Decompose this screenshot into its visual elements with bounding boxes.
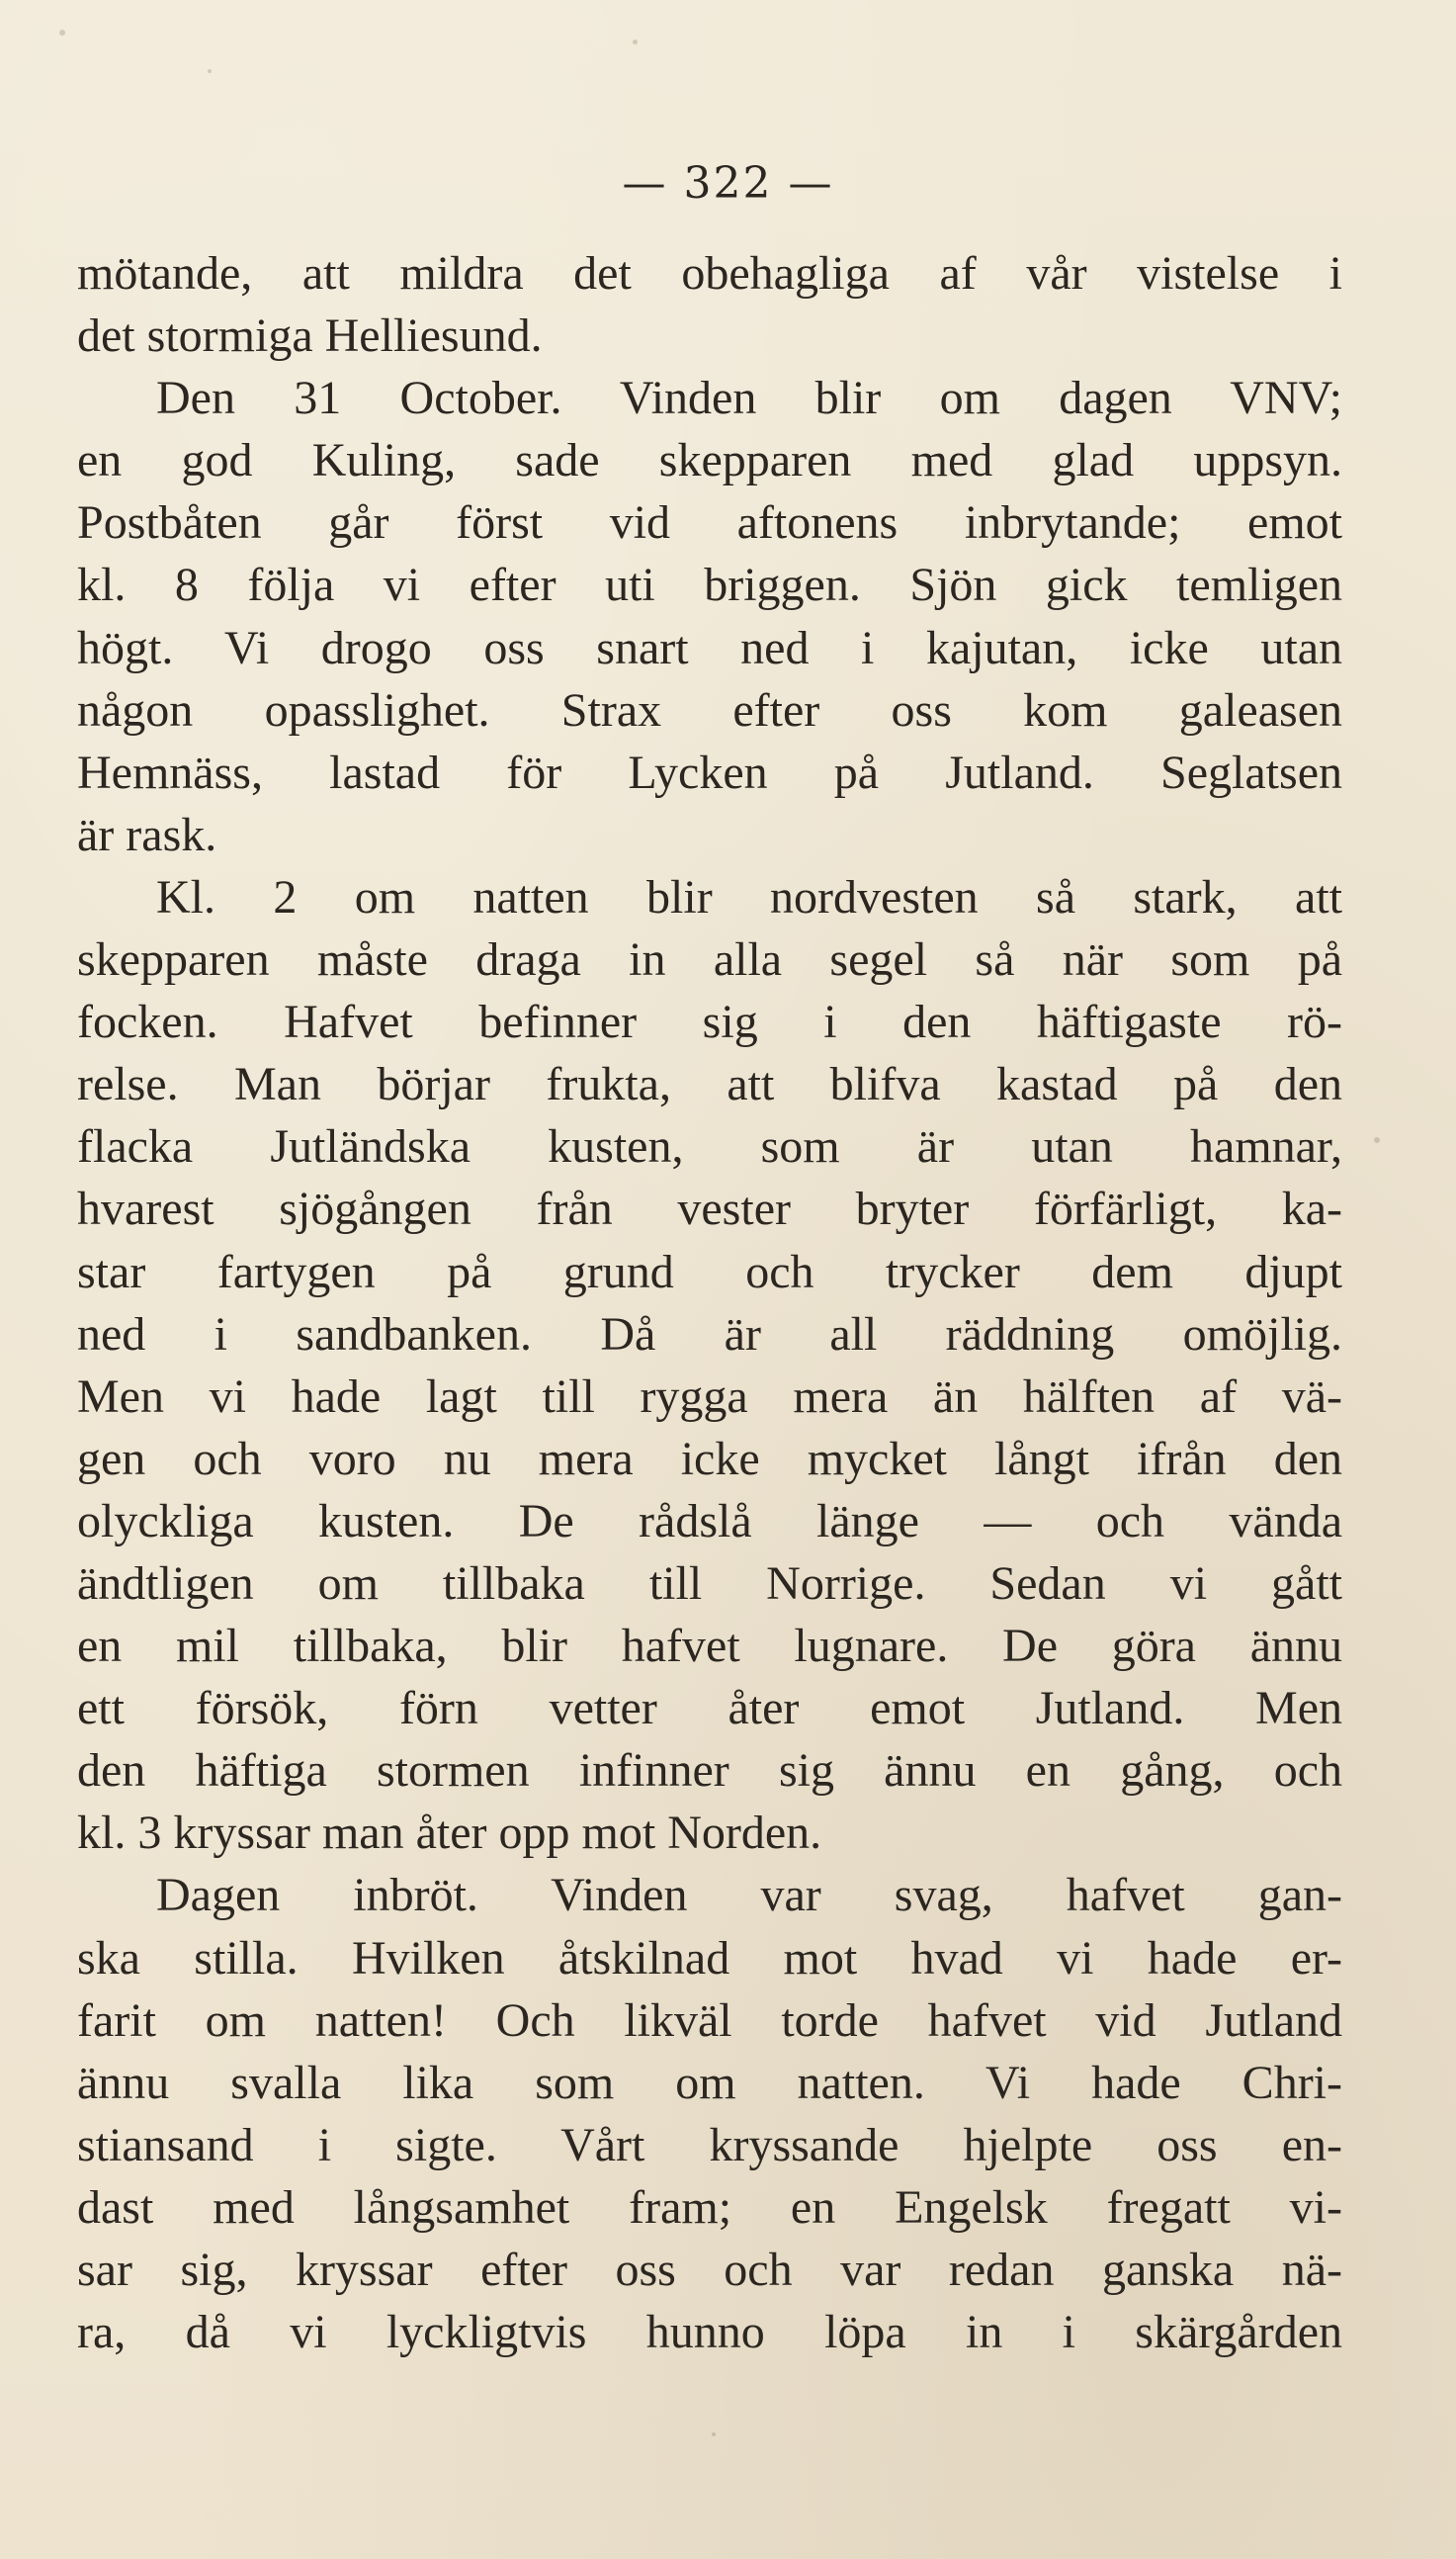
text-line: ra, då vi lyckligtvis hunno löpa in i skärgården	[77, 2306, 1342, 2359]
text-line: Kl. 2 om natten blir nordvesten så stark, att	[156, 870, 1342, 924]
text-line: en god Kuling, sade skepparen med glad uppsyn.	[77, 434, 1342, 487]
text-line: högt. Vi drogo oss snart ned i kajutan, icke utan	[77, 621, 1342, 674]
text-line: flacka Jutländska kusten, som är utan hamnar,	[77, 1120, 1342, 1174]
text-line: Hemnäss, lastad för Lycken på Jutland. Seglatsen	[77, 746, 1342, 799]
text-line: olyckliga kusten. De rådslå länge — och vända	[77, 1494, 1342, 1547]
text-line: star fartygen på grund och trycker dem djupt	[77, 1245, 1342, 1298]
text-line: hvarest sjögången från vester bryter förfärligt, ka-	[77, 1183, 1342, 1236]
text-line: kl. 3 kryssar man åter opp mot Norden.	[77, 1807, 822, 1860]
text-line: ändtligen om tillbaka till Norrige. Sedan vi gått	[77, 1556, 1342, 1610]
paper-speck	[712, 2432, 716, 2436]
text-line: mötande, att mildra det obehagliga af vår vistelse i	[77, 247, 1342, 300]
text-line: gen och voro nu mera icke mycket långt ifrån den	[77, 1432, 1342, 1485]
text-line: Den 31 October. Vinden blir om dagen VNV;	[156, 372, 1342, 425]
text-line: det stormiga Helliesund.	[77, 309, 543, 363]
paper-speck	[1374, 1137, 1380, 1143]
paper-speck	[208, 69, 212, 73]
text-line: ska stilla. Hvilken åtskilnad mot hvad vi hade er-	[77, 1931, 1342, 1985]
page-number: — 322 —	[622, 158, 834, 209]
text-line: sar sig, kryssar efter oss och var redan ganska nä-	[77, 2244, 1342, 2296]
text-line: ned i sandbanken. Då är all räddning omöjlig.	[77, 1307, 1342, 1361]
text-line: Men vi hade lagt till rygga mera än hälften af vä-	[77, 1369, 1342, 1423]
text-line: den häftiga stormen infinner sig ännu en gång, och	[77, 1744, 1342, 1798]
text-line: stiansand i sigte. Vårt kryssande hjelpte oss en-	[77, 2118, 1342, 2171]
text-line: är rask.	[77, 808, 217, 861]
text-line: ännu svalla lika som om natten. Vi hade Chri-	[77, 2056, 1342, 2109]
text-line: dast med långsamhet fram; en Engelsk fregatt vi-	[77, 2180, 1342, 2234]
paper-speck	[59, 30, 65, 36]
paper-speck	[633, 40, 638, 44]
text-line: ett försök, förn vetter åter emot Jutland. Men	[77, 1682, 1342, 1735]
text-line: en mil tillbaka, blir hafvet lugnare. De göra ännu	[77, 1620, 1342, 1673]
text-line: skepparen måste draga in alla segel så när som på	[77, 933, 1342, 987]
text-line: kl. 8 följa vi efter uti briggen. Sjön gick temligen	[77, 559, 1342, 612]
text-line: focken. Hafvet befinner sig i den häftigaste rö-	[77, 996, 1342, 1049]
text-line: någon opasslighet. Strax efter oss kom galeasen	[77, 683, 1342, 737]
text-line: relse. Man börjar frukta, att blifva kastad på den	[77, 1058, 1342, 1111]
body-text	[77, 242, 1342, 2363]
text-line: farit om natten! Och likväl torde hafvet vid Jutland	[77, 1993, 1342, 2047]
text-line: Dagen inbröt. Vinden var svag, hafvet gan-	[156, 1869, 1342, 1922]
text-line: Postbåten går först vid aftonens inbrytande; emot	[77, 496, 1342, 550]
